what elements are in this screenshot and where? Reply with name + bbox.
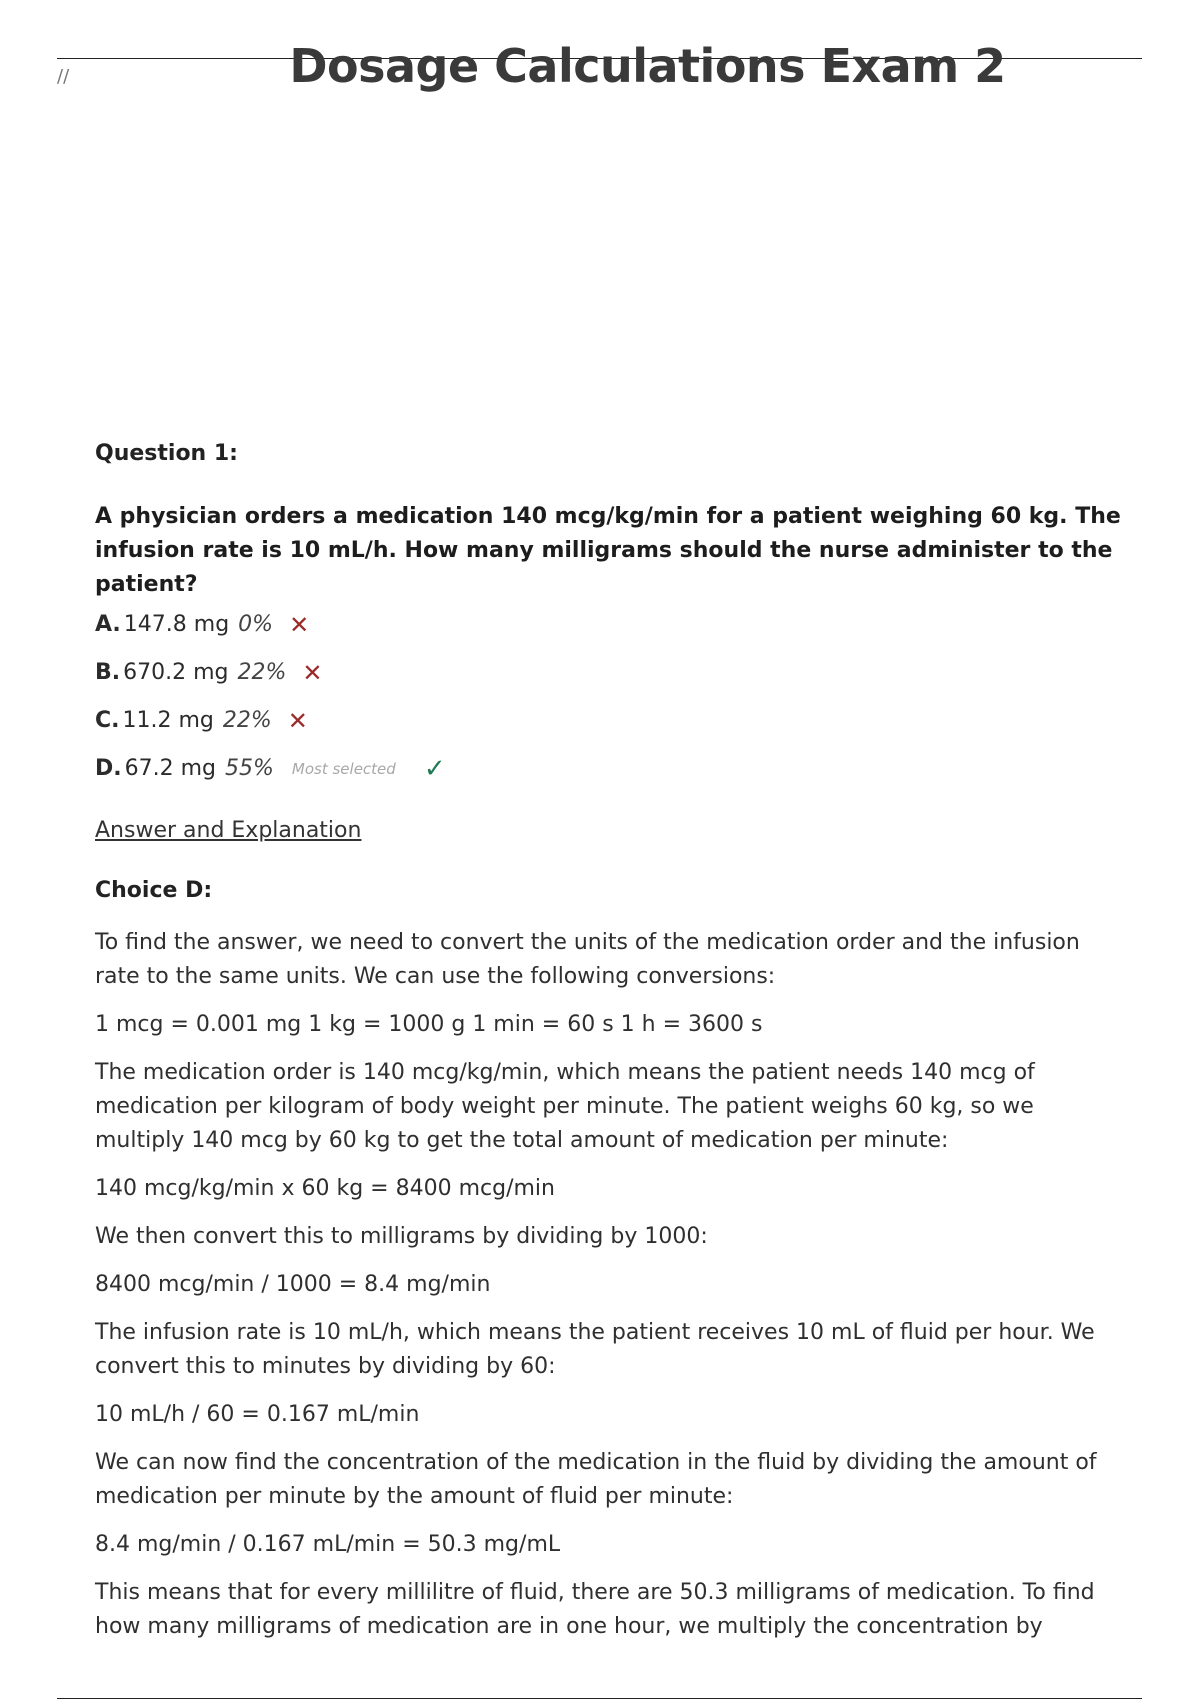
explanation-paragraph: The infusion rate is 10 mL/h, which means the patient receives 10 mL of fluid per hour. We convert this to minutes by dividing by 60:: [95, 1320, 1095, 1379]
x-icon: ✕: [289, 611, 310, 639]
option-d[interactable]: [95, 754, 1125, 784]
check-icon: ✓: [423, 754, 446, 784]
option-percent: 0%: [238, 612, 274, 637]
option-letter: C.: [95, 708, 120, 733]
answer-options: [95, 610, 1125, 784]
page-title: Dosage Calculations Exam 2: [289, 39, 1006, 93]
option-answer: 67.2 mg: [124, 756, 216, 781]
x-icon: ✕: [302, 659, 323, 687]
answer-explanation-link[interactable]: Answer and Explanation: [95, 818, 362, 843]
explanation-body: [95, 926, 1125, 1644]
option-percent: 22%: [222, 708, 272, 733]
equation-line: 8400 mcg/min / 1000 = 8.4 mg/min: [95, 1272, 491, 1297]
equation-line: 140 mcg/kg/min x 60 kg = 8400 mcg/min: [95, 1176, 555, 1201]
question-text: A physician orders a medication 140 mcg/kg/min for a patient weighing 60 kg. The infusion rate is 10 mL/h. How many milligrams should the nurse administer to the patient?: [95, 504, 1121, 597]
option-c[interactable]: [95, 706, 1125, 736]
choice-label: Choice D:: [95, 878, 213, 903]
option-percent: 55%: [225, 756, 274, 781]
equation-line: 8.4 mg/min / 0.167 mL/min = 50.3 mg/mL: [95, 1532, 561, 1557]
page-marker: //: [57, 66, 70, 87]
option-answer: 11.2 mg: [122, 708, 214, 733]
explanation-paragraph: To find the answer, we need to convert the units of the medication order and the infusion rate to the same units. We can use the following conversions:: [95, 930, 1080, 989]
explanation-paragraph: We then convert this to milligrams by dividing by 1000:: [95, 1224, 708, 1249]
explanation-paragraph: The medication order is 140 mcg/kg/min, which means the patient needs 140 mcg of medication per kilogram of body weight per minute. The patient weighs 60 kg, so we multiply 140 mcg by 60 kg to get the total amount of medication per minute:: [95, 1060, 1035, 1153]
equation-line: 10 mL/h / 60 = 0.167 mL/min: [95, 1402, 420, 1427]
question-section: [95, 436, 1125, 1658]
option-letter: B.: [95, 660, 121, 685]
conversion-line: 1 mcg = 0.001 mg 1 kg = 1000 g 1 min = 60 s 1 h = 3600 s: [95, 1012, 763, 1037]
bottom-divider: [57, 1698, 1142, 1699]
option-answer: 670.2 mg: [123, 660, 229, 685]
explanation-paragraph: We can now find the concentration of the medication in the fluid by dividing the amount of medication per minute by the amount of fluid per minute:: [95, 1450, 1097, 1509]
option-letter: A.: [95, 612, 121, 637]
most-selected-badge: Most selected: [291, 760, 396, 778]
option-a[interactable]: [95, 610, 1125, 640]
option-answer: 147.8 mg: [123, 612, 230, 637]
option-letter: D.: [95, 756, 122, 781]
x-icon: ✕: [287, 707, 308, 735]
question-label: Question 1:: [95, 441, 238, 466]
explanation-paragraph: This means that for every millilitre of fluid, there are 50.3 milligrams of medication. To find how many milligrams of medication are in one hour, we multiply the concentration by: [95, 1580, 1095, 1639]
option-b[interactable]: [95, 658, 1125, 688]
option-percent: 22%: [237, 660, 287, 685]
